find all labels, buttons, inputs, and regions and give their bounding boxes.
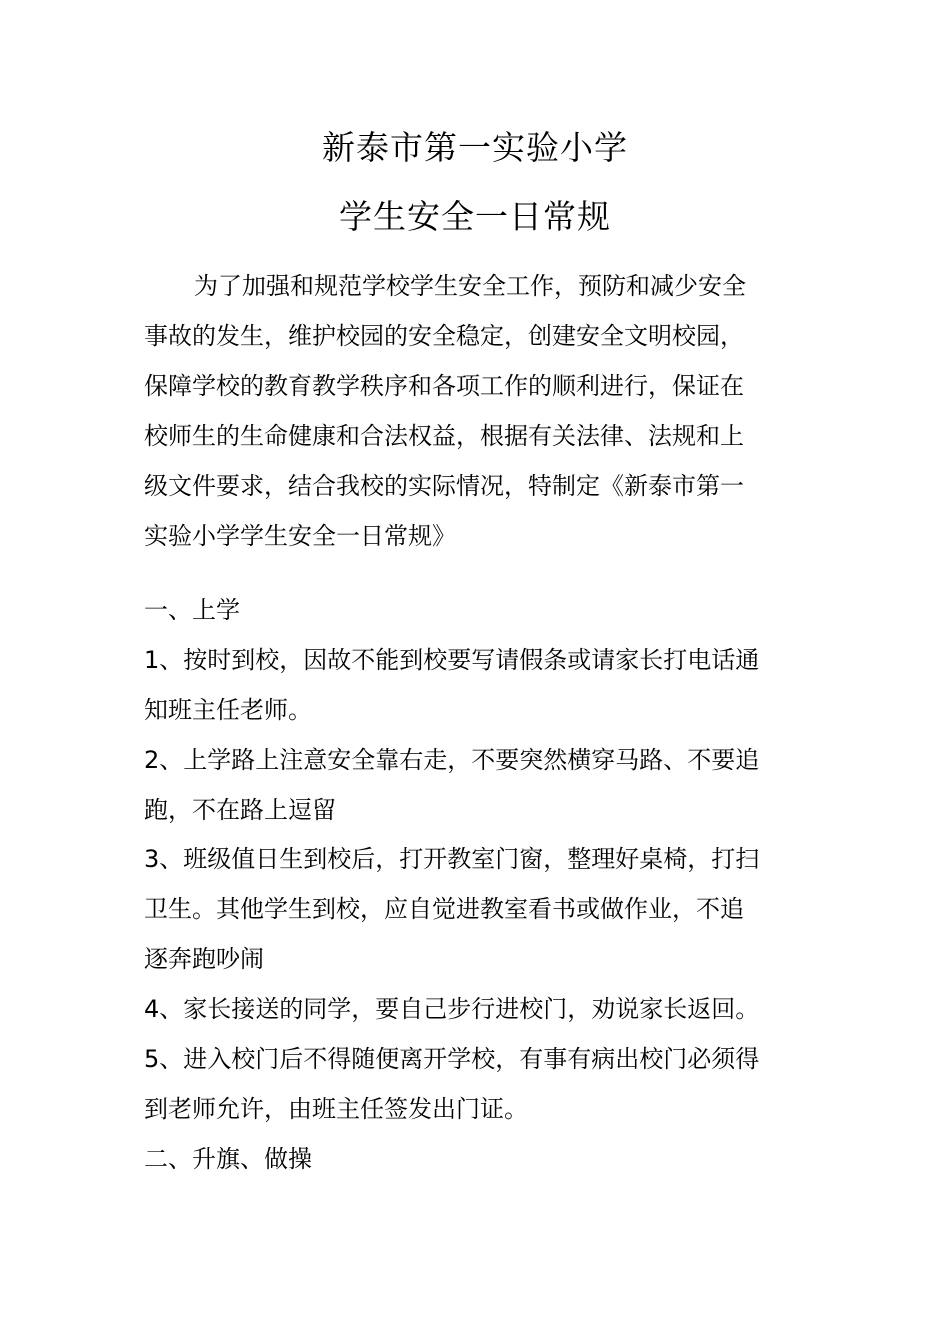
rule-item-line: 3、班级值日生到校后，打开教室门窗，整理好桌椅，打扫 xyxy=(144,845,760,873)
rule-item-line: 卫生。其他学生到校，应自觉进教室看书或做作业，不追 xyxy=(144,895,744,923)
document-title-school: 新泰市第一实验小学 xyxy=(322,128,628,167)
document-title-subject: 学生安全一日常规 xyxy=(339,197,611,236)
rule-item-line: 知班主任老师。 xyxy=(144,696,312,724)
intro-paragraph-line: 为了加强和规范学校学生安全工作，预防和减少安全 xyxy=(194,272,746,300)
rule-item-line: 跑，不在路上逗留 xyxy=(144,796,336,824)
section-heading-flag-exercise: 二、升旗、做操 xyxy=(144,1145,312,1173)
section-heading-school-arrival: 一、上学 xyxy=(144,596,240,624)
intro-paragraph-line: 保障学校的教育教学秩序和各项工作的顺利进行，保证在 xyxy=(144,372,744,400)
intro-paragraph-line: 事故的发生，维护校园的安全稳定，创建安全文明校园， xyxy=(144,322,744,350)
rule-item-line: 2、上学路上注意安全靠右走，不要突然横穿马路、不要追 xyxy=(144,746,760,774)
intro-paragraph-line: 校师生的生命健康和合法权益，根据有关法律、法规和上 xyxy=(144,422,744,450)
rule-item-line: 逐奔跑吵闹 xyxy=(144,945,264,973)
rule-item-line: 到老师允许，由班主任签发出门证。 xyxy=(144,1095,528,1123)
intro-paragraph-line: 实验小学学生安全一日常规》 xyxy=(144,522,456,550)
rule-item-line: 5、进入校门后不得随便离开学校，有事有病出校门必须得 xyxy=(144,1045,760,1073)
rule-item-line: 1、按时到校，因故不能到校要写请假条或请家长打电话通 xyxy=(144,646,760,674)
rule-item-line: 4、家长接送的同学，要自己步行进校门，劝说家长返回。 xyxy=(144,995,760,1023)
intro-paragraph-line: 级文件要求，结合我校的实际情况，特制定《新泰市第一 xyxy=(144,472,744,500)
